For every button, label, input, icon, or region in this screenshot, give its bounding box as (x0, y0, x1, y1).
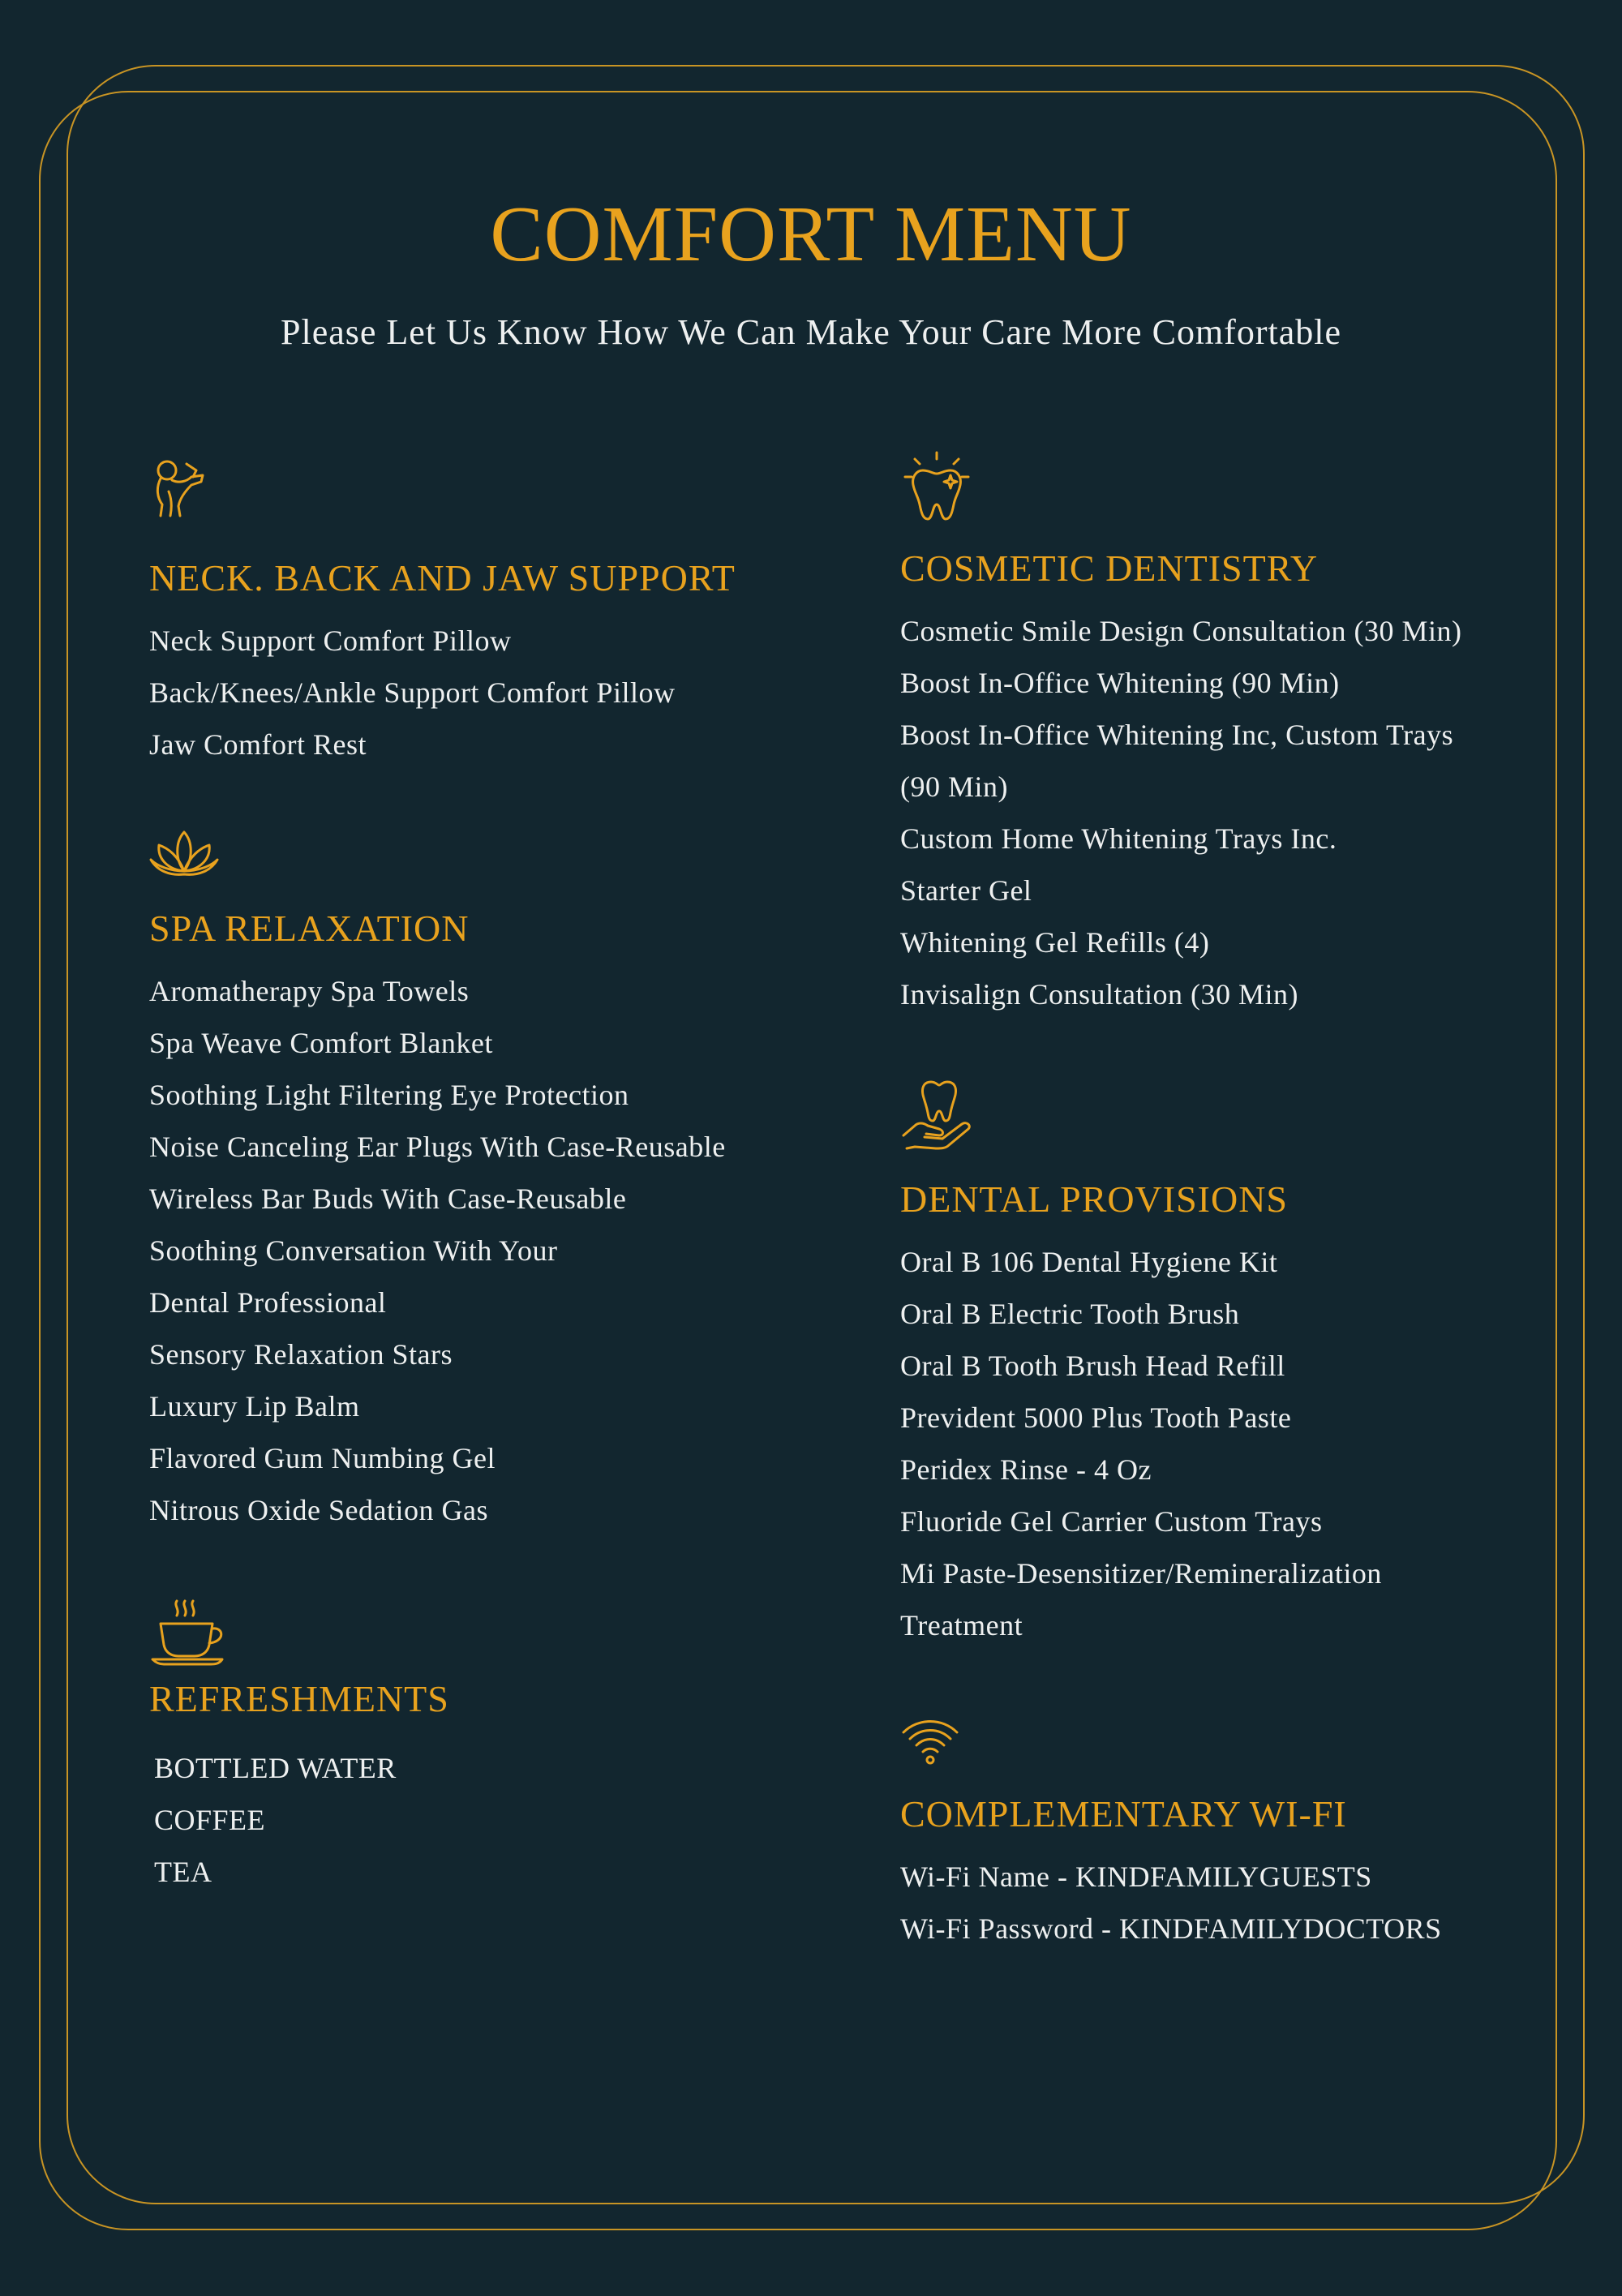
list-item: Boost In-Office Whitening Inc, Custom Trays (900, 719, 1454, 751)
list-item: Nitrous Oxide Sedation Gas (149, 1494, 488, 1526)
list-item: Sensory Relaxation Stars (149, 1338, 453, 1371)
section-title: COMPLEMENTARY WI-FI (900, 1793, 1347, 1835)
list-item: Back/Knees/Ankle Support Comfort Pillow (149, 676, 676, 709)
sparkling-tooth-icon (900, 451, 973, 521)
list-item: Soothing Light Filtering Eye Protection (149, 1079, 629, 1111)
list-item: Boost In-Office Whitening (90 Min) (900, 667, 1340, 699)
list-item: Whitening Gel Refills (4) (900, 926, 1210, 959)
list-item: Prevident 5000 Plus Tooth Paste (900, 1401, 1292, 1434)
list-item: Noise Canceling Ear Plugs With Case-Reusable (149, 1131, 726, 1163)
item-list (900, 1236, 1382, 1651)
list-item: Soothing Conversation With Your (149, 1234, 558, 1267)
section-title: NECK. BACK AND JAW SUPPORT (149, 557, 736, 599)
item-list (149, 615, 736, 770)
list-item: Invisalign Consultation (30 Min) (900, 978, 1298, 1011)
list-item: Wi-Fi Password - KINDFAMILYDOCTORS (900, 1912, 1442, 1945)
list-item: Flavored Gum Numbing Gel (149, 1442, 496, 1474)
section-title: REFRESHMENTS (149, 1678, 449, 1719)
section-dental-provisions (900, 1079, 1382, 1651)
section-title: COSMETIC DENTISTRY (900, 547, 1319, 589)
list-item: Peridex Rinse - 4 Oz (900, 1453, 1152, 1486)
coffee-cup-icon (149, 1598, 230, 1666)
tooth-in-hand-icon (900, 1079, 973, 1150)
list-item: Dental Professional (149, 1286, 387, 1319)
list-item: Wireless Bar Buds With Case-Reusable (149, 1182, 627, 1215)
page-title: COMFORT MENU (490, 191, 1132, 278)
section-spa-relaxation (149, 829, 726, 1536)
page-subtitle: Please Let Us Know How We Can Make Your Care More Comfortable (281, 312, 1341, 352)
list-item: TEA (154, 1856, 212, 1888)
list-item: Fluoride Gel Carrier Custom Trays (900, 1505, 1323, 1538)
lotus-icon (149, 829, 219, 879)
section-title: SPA RELAXATION (149, 908, 470, 949)
list-item: Spa Weave Comfort Blanket (149, 1027, 493, 1059)
list-item: Oral B 106 Dental Hygiene Kit (900, 1246, 1278, 1278)
list-item: Custom Home Whitening Trays Inc. (900, 822, 1337, 855)
list-item: Jaw Comfort Rest (149, 728, 367, 761)
item-list (149, 1742, 449, 1898)
item-list (900, 605, 1461, 1020)
section-complementary-wifi (900, 1719, 1442, 1955)
list-item: Oral B Electric Tooth Brush (900, 1298, 1240, 1330)
section-title: DENTAL PROVISIONS (900, 1178, 1289, 1220)
item-list (149, 965, 726, 1536)
list-item: Wi-Fi Name - KINDFAMILYGUESTS (900, 1860, 1372, 1893)
list-item: Aromatherapy Spa Towels (149, 975, 470, 1007)
list-item: Luxury Lip Balm (149, 1390, 360, 1423)
wifi-icon (900, 1719, 960, 1765)
list-item: Starter Gel (900, 874, 1032, 907)
section-refreshments (149, 1598, 449, 1898)
neck-massage-icon (149, 456, 208, 517)
list-item: Treatment (900, 1609, 1023, 1642)
section-neck-back-jaw (149, 456, 736, 770)
list-item: COFFEE (154, 1804, 266, 1836)
section-cosmetic-dentistry (900, 451, 1461, 1020)
item-list (900, 1851, 1442, 1955)
list-item: Neck Support Comfort Pillow (149, 624, 512, 657)
list-item: BOTTLED WATER (154, 1752, 397, 1784)
list-item: Cosmetic Smile Design Consultation (30 Min) (900, 615, 1462, 647)
list-item: (90 Min) (900, 770, 1008, 803)
list-item: Oral B Tooth Brush Head Refill (900, 1350, 1285, 1382)
list-item: Mi Paste-Desensitizer/Remineralization (900, 1557, 1382, 1590)
